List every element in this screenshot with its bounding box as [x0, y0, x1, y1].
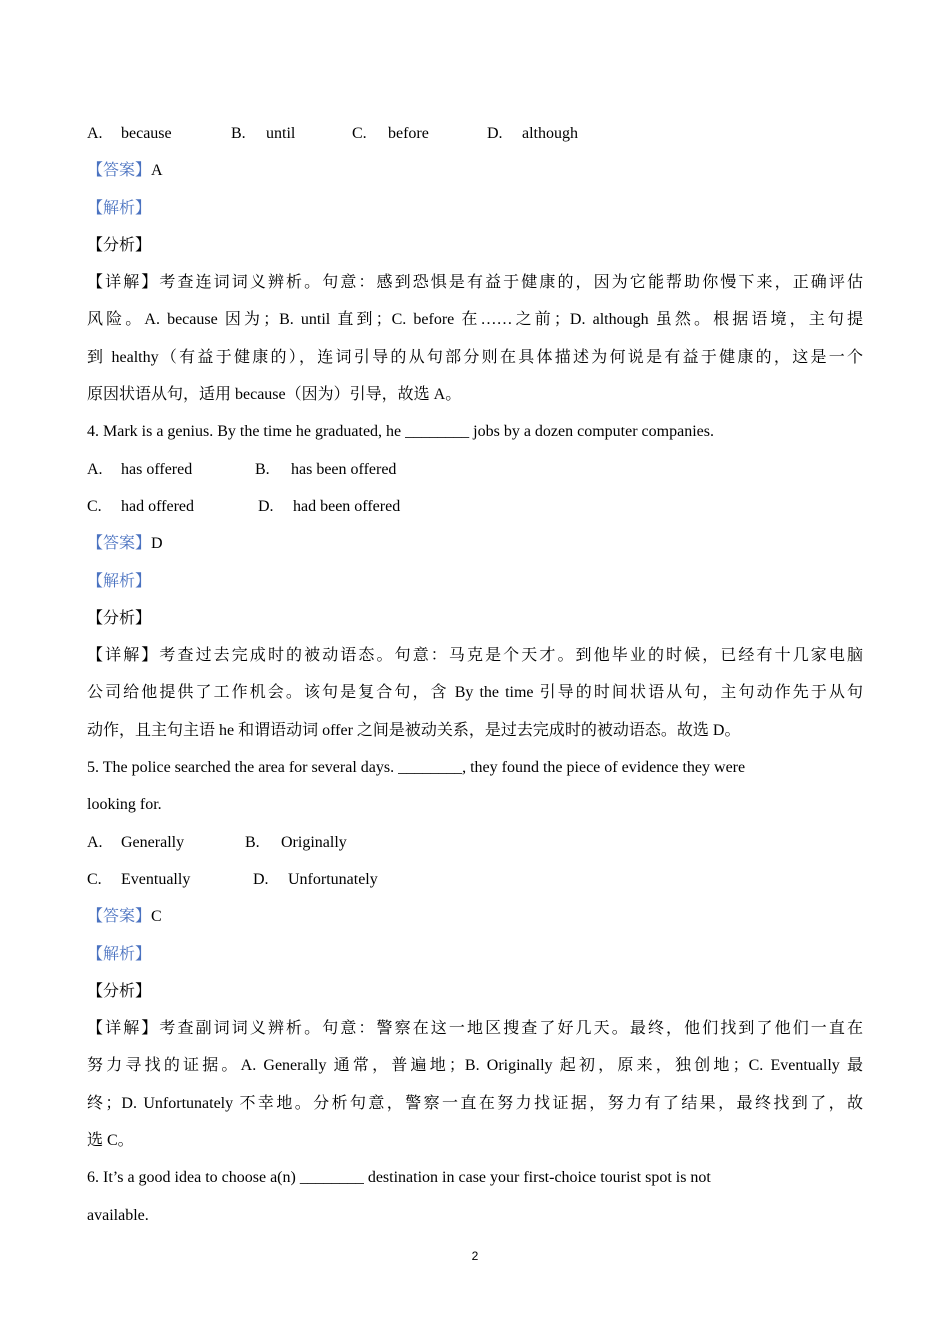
q4-answer-value: D	[151, 535, 163, 553]
q4-detail-line: 动作，且主句主语 he 和谓语动词 offer 之间是被动关系，是过去完成时的被动语态。故选 D。	[87, 721, 741, 739]
q4-option-a-text: has offered	[121, 460, 193, 478]
q5-option-b-letter: B.	[245, 833, 260, 851]
q5-stem-line: looking for.	[87, 796, 162, 814]
q3-answer-line	[87, 152, 863, 189]
q5-answer-label: 【答案】	[87, 908, 152, 926]
q4-option-b-letter: B.	[255, 460, 270, 478]
q3-detail-line: 【详解】考查连词词义辨析。句意：感到恐惧是有益于健康的，因为它能帮助你慢下来，正确评估	[87, 274, 863, 292]
q5-option-c-text: Eventually	[121, 870, 191, 888]
q5-jiexi-line	[87, 936, 863, 973]
q3-option-b-text: until	[266, 125, 296, 142]
q5-answer-value: C	[151, 908, 162, 926]
q5-answer-line	[87, 898, 863, 935]
q4-fenxi-line	[87, 600, 863, 637]
q4-option-c-text: had offered	[121, 497, 194, 515]
q5-stem-line: 5. The police searched the area for several days. ________, they found the piece of evidence they were	[87, 759, 746, 777]
q6-stem-line: 6. It’s a good idea to choose a(n) ________ destination in case your first-choice tourist spot is not	[87, 1169, 711, 1187]
q5-option-a-letter: A.	[87, 833, 103, 851]
q5-detail-line: 努力寻找的证据。A. Generally 通常，普遍地；B. Originally 起初，原来，独创地；C. Eventually 最	[87, 1057, 863, 1075]
q4-stem-line: 4. Mark is a genius. By the time he graduated, he ________ jobs by a dozen computer companies.	[87, 423, 714, 441]
q4-option-b-text: has been offered	[291, 460, 397, 478]
q5-option-d-text: Unfortunately	[288, 870, 378, 888]
q4-option-d-text: had been offered	[293, 497, 401, 515]
q3-jiexi-line	[87, 190, 863, 227]
q3-answer-value: A	[151, 162, 163, 180]
q3-option-c-letter: C.	[352, 125, 367, 142]
q4-options-row	[87, 451, 863, 488]
q3-option-c-text: before	[388, 125, 429, 142]
q3-option-a-letter: A.	[87, 125, 103, 142]
q3-jiexi-label: 【解析】	[87, 199, 152, 217]
q5-option-c-letter: C.	[87, 870, 102, 888]
q5-options-row	[87, 824, 863, 861]
q4-answer-label: 【答案】	[87, 535, 152, 553]
q5-option-a-text: Generally	[121, 833, 185, 851]
q6-stem-line: available.	[87, 1206, 149, 1224]
q4-fenxi-label: 【分析】	[87, 609, 152, 627]
q5-fenxi-line	[87, 973, 863, 1010]
q4-detail-line: 公司给他提供了工作机会。该句是复合句，含 By the time 引导的时间状语从句，主句动作先于从句	[87, 684, 863, 702]
q3-options-row	[87, 115, 863, 152]
q4-jiexi-line	[87, 563, 863, 600]
q4-option-d-letter: D.	[258, 497, 274, 515]
q5-fenxi-label: 【分析】	[87, 982, 152, 1000]
page-number: 2	[471, 1249, 479, 1263]
q4-jiexi-label: 【解析】	[87, 572, 152, 590]
q5-detail-line: 选 C。	[87, 1132, 134, 1150]
q5-detail-line: 终；D. Unfortunately 不幸地。分析句意，警察一直在努力找证据，努力有了结果，最终找到了，故	[87, 1094, 863, 1112]
q4-option-a-letter: A.	[87, 460, 103, 478]
q3-detail-line: 原因状语从句，适用 because（因为）引导，故选 A。	[87, 386, 462, 404]
page-content	[87, 115, 863, 1234]
q3-detail-line: 风险。A. because 因为；B. until 直到；C. before 在……之前；D. although 虽然。根据语境，主句提	[87, 311, 863, 329]
q3-detail-line: 到 healthy（有益于健康的），连词引导的从句部分则在具体描述为何说是有益于健康的，这是一个	[87, 348, 863, 366]
q3-fenxi-label: 【分析】	[87, 236, 152, 254]
q5-jiexi-label: 【解析】	[87, 945, 152, 963]
q5-detail-line: 【详解】考查副词词义辨析。句意：警察在这一地区搜查了好几天。最终，他们找到了他们一直在	[87, 1020, 863, 1038]
q4-detail-line: 【详解】考查过去完成时的被动语态。句意：马克是个天才。到他毕业的时候，已经有十几家电脑	[87, 647, 863, 665]
q4-options-row	[87, 488, 863, 525]
q3-option-a-text: because	[121, 125, 172, 142]
q5-options-row	[87, 861, 863, 898]
q4-answer-line	[87, 525, 863, 562]
q5-option-d-letter: D.	[253, 870, 269, 888]
q3-answer-label: 【答案】	[87, 162, 152, 180]
q3-option-d-text: although	[522, 125, 578, 142]
q3-fenxi-line	[87, 227, 863, 264]
q4-option-c-letter: C.	[87, 497, 102, 515]
q3-option-b-letter: B.	[231, 125, 246, 142]
q5-option-b-text: Originally	[281, 833, 347, 851]
q3-option-d-letter: D.	[487, 125, 503, 142]
